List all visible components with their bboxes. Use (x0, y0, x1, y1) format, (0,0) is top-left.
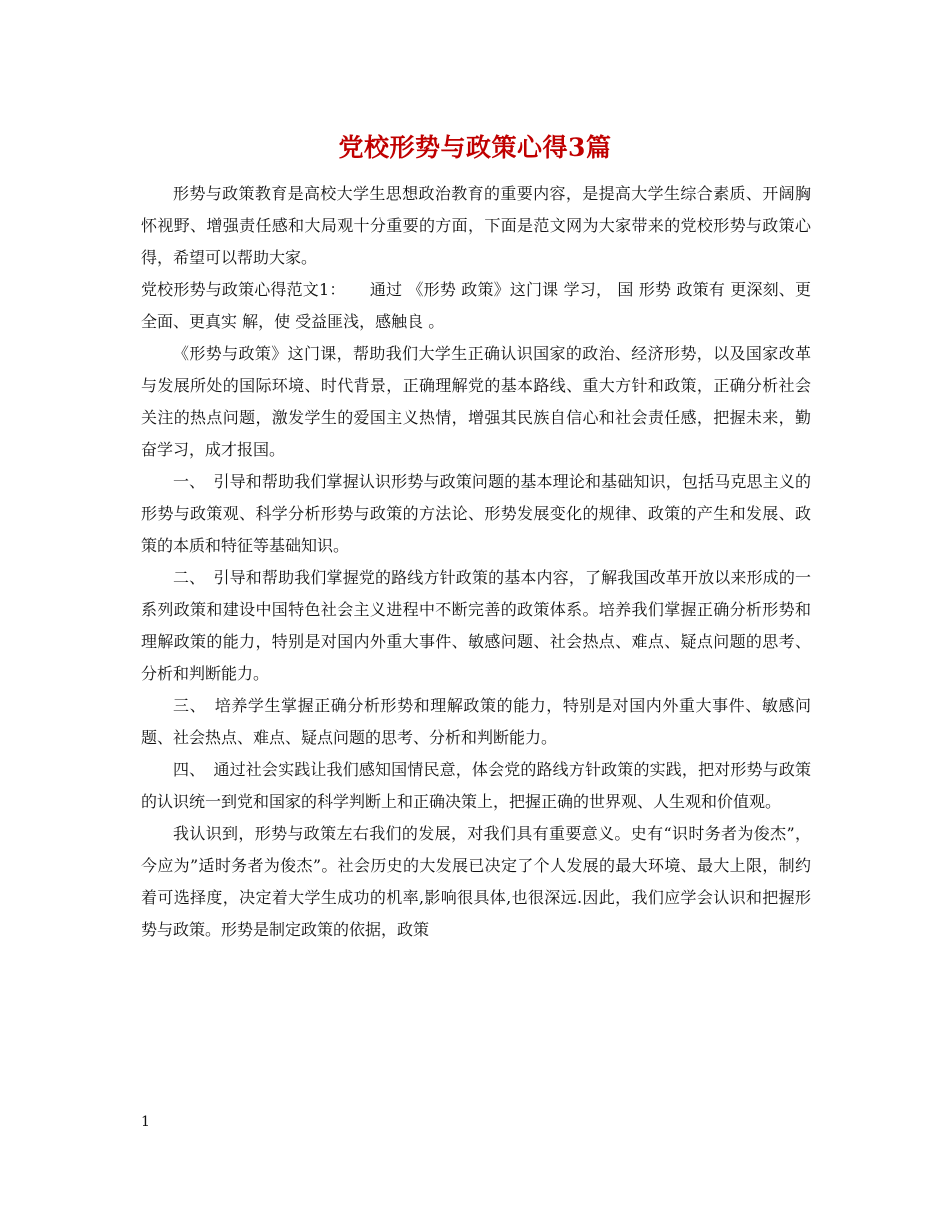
paragraph-essay-1-opening: 党校形势与政策心得范文1： 通过 《形势 政策》这门课 学习， 国 形势 政策有 更深刻、更全面、更真实 解，使 受益匪浅，感触良 。 (141, 280, 811, 331)
paragraph-point-2: 二、 引导和帮助我们掌握党的路线方针政策的基本内容，了解我国改革开放以来形成的一系列政策和建设中国特色社会主义进程中不断完善的政策体系。培养我们掌握正确分析形势和理解政策的能力，特别是对国内外重大事件、敏感问题、社会热点、难点、疑点问题的思考、分析和判断能力。 (141, 568, 811, 683)
document-body (141, 178, 811, 946)
document-title: 党校形势与政策心得3篇 (338, 133, 612, 162)
paragraph-course-purpose: 《形势与政策》这门课，帮助我们大学生正确认识国家的政治、经济形势，以及国家改革与发展所处的国际环境、时代背景，正确理解党的基本路线、重大方针和政策，正确分析社会关注的热点问题，激发学生的爱国主义热情，增强其民族自信心和社会责任感，把握未来，勤奋学习，成才报国。 (141, 344, 811, 459)
paragraph-point-4: 四、 通过社会实践让我们感知国情民意，体会党的路线方针政策的实践，把对形势与政策的认识统一到党和国家的科学判断上和正确决策上，把握正确的世界观、人生观和价值观。 (141, 760, 811, 811)
paragraph-point-1: 一、 引导和帮助我们掌握认识形势与政策问题的基本理论和基础知识，包括马克思主义的形势与政策观、科学分析形势与政策的方法论、形势发展变化的规律、政策的产生和发展、政策的本质和特征等基础知识。 (141, 472, 811, 555)
paragraph-reflection: 我认识到，形势与政策左右我们的发展，对我们具有重要意义。史有“识时务者为俊杰”，今应为”适时务者为俊杰”。社会历史的大发展已决定了个人发展的最大环境、最大上限，制约着可选择度，决定着大学生成功的机率,影响很具体,也很深远.因此，我们应学会认识和把握形势与政策。形势是制定政策的依据，政策 (141, 824, 811, 939)
paragraph-point-3: 三、 培养学生掌握正确分析形势和理解政策的能力，特别是对国内外重大事件、敏感问题、社会热点、难点、疑点问题的思考、分析和判断能力。 (141, 696, 811, 747)
page-number: 1 (141, 1114, 150, 1130)
paragraph-intro: 形势与政策教育是高校大学生思想政治教育的重要内容，是提高大学生综合素质、开阔胸怀视野、增强责任感和大局观十分重要的方面，下面是范文网为大家带来的党校形势与政策心得，希望可以帮助大家。 (141, 184, 811, 267)
